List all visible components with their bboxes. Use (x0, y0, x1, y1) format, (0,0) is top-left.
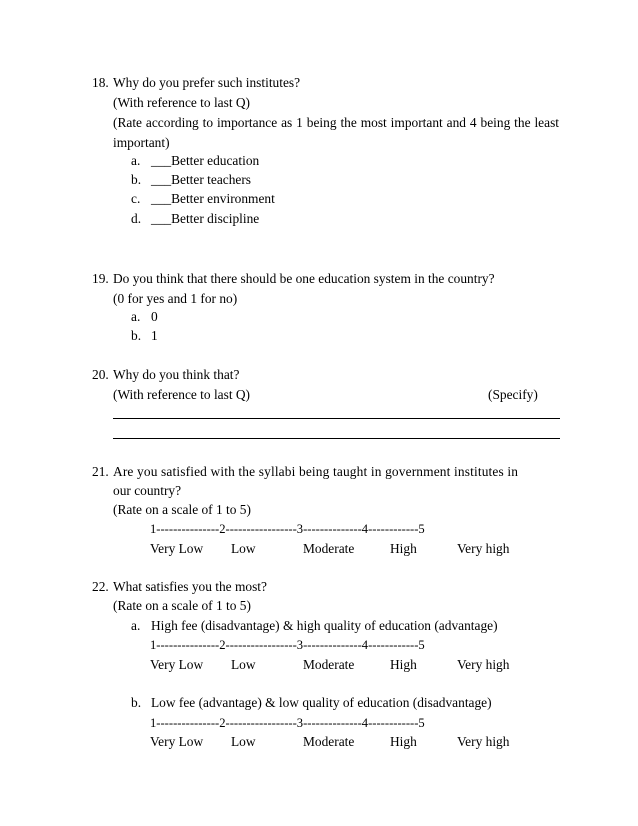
question-instruction: (0 for yes and 1 for no) (113, 291, 238, 306)
question-number: 21. (92, 464, 109, 479)
option-b: b. ___Better teachers (131, 172, 252, 187)
question-text: What satisfies you the most? (113, 579, 267, 594)
question-reference: (With reference to last Q) (113, 387, 251, 402)
scale-label-very-low: Very Low (150, 657, 204, 672)
scale-label-very-low: Very Low (150, 541, 204, 556)
rating-scale: 1---------------2-----------------3--------------4------------5 (150, 716, 425, 730)
question-text-line-2: our country? (113, 483, 182, 498)
option-a: a. 0 (131, 309, 158, 324)
question-number: 20. (92, 367, 109, 382)
rating-scale: 1---------------2-----------------3--------------4------------5 (150, 522, 425, 536)
option-a: a. ___Better education (131, 153, 260, 168)
scale-label-very-high: Very high (457, 734, 510, 749)
answer-line-2[interactable] (113, 438, 560, 439)
question-number: 18. (92, 75, 109, 90)
question-number: 22. (92, 579, 109, 594)
question-text: Why do you prefer such institutes? (113, 75, 301, 90)
scale-label-very-high: Very high (457, 541, 510, 556)
rating-scale: 1---------------2-----------------3--------------4------------5 (150, 638, 425, 652)
scale-label-very-low: Very Low (150, 734, 204, 749)
question-instruction: (Rate according to importance as 1 being the most important and 4 being the least important) (113, 115, 559, 150)
question-text: Why do you think that? (113, 367, 240, 382)
option-b: b. 1 (131, 328, 158, 343)
scale-label-moderate: Moderate (303, 657, 355, 672)
question-number: 19. (92, 271, 109, 286)
question-instruction: (Rate on a scale of 1 to 5) (113, 598, 251, 613)
specify-label: (Specify) (488, 387, 538, 402)
question-instruction: (Rate on a scale of 1 to 5) (113, 502, 251, 517)
scale-label-low: Low (231, 734, 256, 749)
option-d: d. ___Better discipline (131, 211, 260, 226)
scale-label-high: High (390, 657, 417, 672)
option-c: c. ___Better environment (131, 191, 275, 206)
scale-label-moderate: Moderate (303, 734, 355, 749)
question-text: Do you think that there should be one education system in the country? (113, 271, 495, 286)
scale-label-high: High (390, 541, 417, 556)
question-reference: (With reference to last Q) (113, 95, 251, 110)
answer-line-1[interactable] (113, 418, 560, 419)
scale-label-high: High (390, 734, 417, 749)
sub-question-text: b. Low fee (advantage) & low quality of education (disadvantage) (131, 695, 492, 710)
scale-label-moderate: Moderate (303, 541, 355, 556)
question-text-line-1: Are you satisfied with the syllabi being taught in government institutes in (113, 464, 519, 479)
scale-label-low: Low (231, 541, 256, 556)
scale-label-low: Low (231, 657, 256, 672)
sub-question-text: a. High fee (disadvantage) & high quality of education (advantage) (131, 618, 498, 633)
scale-label-very-high: Very high (457, 657, 510, 672)
